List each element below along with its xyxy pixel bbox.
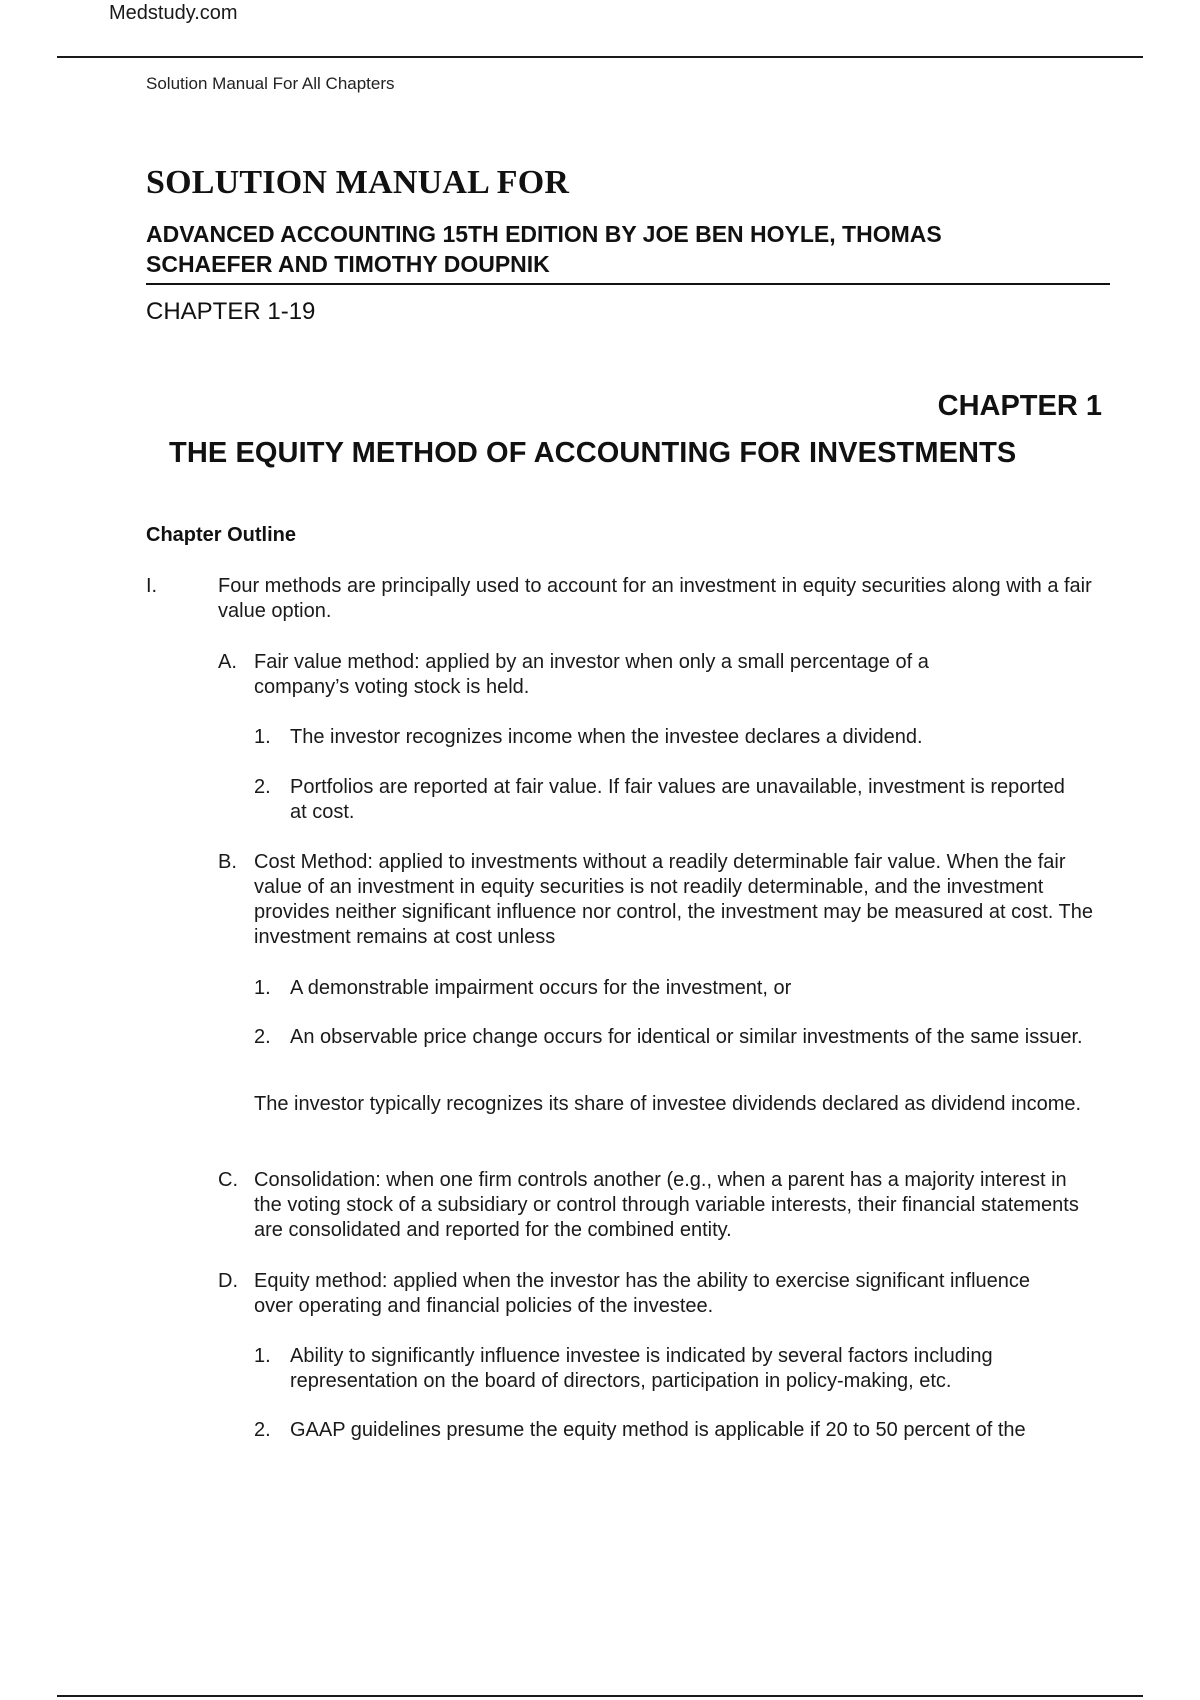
running-header: Solution Manual For All Chapters	[146, 74, 395, 93]
outline-marker: 2.	[254, 1026, 271, 1048]
chapter-number: CHAPTER 1	[937, 390, 1102, 422]
outline-heading: Chapter Outline	[146, 524, 297, 546]
outline-marker: 2.	[254, 1419, 271, 1441]
chapter-title: THE EQUITY METHOD OF ACCOUNTING FOR INVESTMENTS	[169, 437, 1017, 469]
outline-text: The investor recognizes income when the investee declares a dividend.	[290, 726, 923, 748]
outline-marker: 1.	[254, 1345, 271, 1367]
outline-marker: C.	[218, 1169, 238, 1191]
outline-marker: 2.	[254, 776, 271, 798]
outline-text: Fair value method: applied by an investor when only a small percentage of a company’s voting stock is held.	[254, 651, 929, 698]
outline-text: GAAP guidelines presume the equity method is applicable if 20 to 50 percent of the	[290, 1419, 1026, 1441]
outline-text: Four methods are principally used to account for an investment in equity securities along with a fair value option.	[218, 575, 1092, 622]
outline-marker: D.	[218, 1270, 238, 1292]
site-name: Medstudy.com	[109, 2, 238, 24]
outline-marker: B.	[218, 851, 237, 873]
bottom-divider	[57, 1695, 1143, 1697]
outline-text: Equity method: applied when the investor has the ability to exercise significant influence over operating and financial policies of the investee.	[254, 1270, 1031, 1317]
outline-text: Portfolios are reported at fair value. If fair values are unavailable, investment is reported at cost.	[290, 776, 1065, 823]
outline-text: Cost Method: applied to investments without a readily determinable fair value. When the fair value of an investment in equity securities is not readily determinable, and the investment provides neither significant influence nor control, the investment may be measured at cost. The investment remains at cost unless	[254, 851, 1093, 948]
outline-text: Ability to significantly influence investee is indicated by several factors including representation on the board of directors, participation in policy-making, etc.	[290, 1345, 993, 1392]
outline-text: An observable price change occurs for identical or similar investments of the same issuer.	[290, 1026, 1083, 1048]
chapter-range: CHAPTER 1-19	[146, 298, 316, 325]
document-title: SOLUTION MANUAL FOR	[146, 164, 570, 201]
outline-marker: I.	[146, 575, 158, 597]
outline-text: A demonstrable impairment occurs for the investment, or	[290, 977, 792, 999]
outline-marker: 1.	[254, 977, 271, 999]
document-subtitle: ADVANCED ACCOUNTING 15TH EDITION BY JOE BEN HOYLE, THOMAS SCHAEFER AND TIMOTHY DOUPNIK	[146, 221, 942, 277]
outline-text: The investor typically recognizes its share of investee dividends declared as dividend income.	[254, 1093, 1082, 1115]
outline-text: Consolidation: when one firm controls another (e.g., when a parent has a majority interest in the voting stock of a subsidiary or control through variable interests, their financial statements are consolidated and reported for the combined entity.	[254, 1169, 1079, 1241]
outline-marker: A.	[218, 651, 237, 673]
outline-marker: 1.	[254, 726, 271, 748]
